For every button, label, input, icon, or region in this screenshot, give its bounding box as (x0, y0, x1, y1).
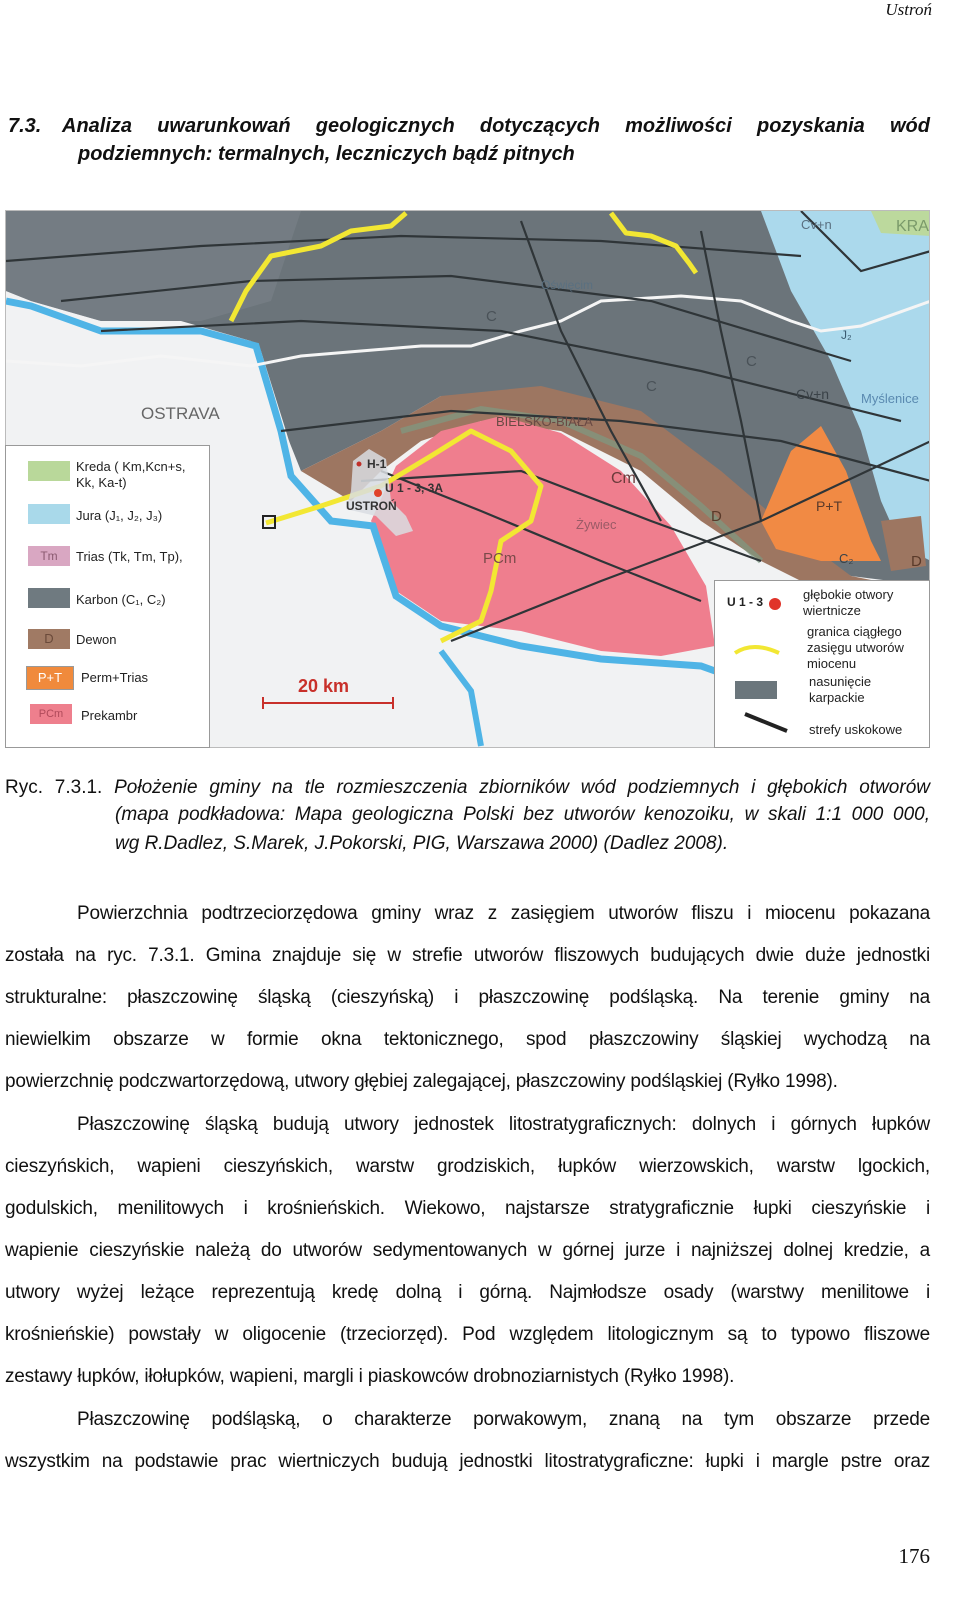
kreda-swatch (28, 461, 70, 481)
label-h1: H-1 (367, 457, 387, 471)
prekambr-swatch: PCm (30, 704, 72, 724)
label-cvn: Cv+n (801, 217, 832, 232)
well-marker-icon (769, 598, 781, 610)
legend-dewon: Dewon (76, 632, 117, 647)
legend-karbon: Karbon (C₁, C₂) (76, 592, 166, 607)
perm-trias-swatch: P+T (26, 666, 74, 690)
legend-prekambr: Prekambr (81, 708, 138, 723)
legend-trias: Trias (Tk, Tm, Tp), (76, 549, 183, 564)
miocene-line-icon (733, 639, 783, 659)
legend-left (5, 445, 210, 748)
jura-swatch (28, 504, 70, 524)
legend-miocene: granica ciągłego zasięgu utworów miocenu (807, 624, 904, 671)
legend-jura: Jura (J₁, J₂, J₃) (76, 508, 163, 523)
legend-thrust: nasunięcie karpackie (809, 674, 872, 705)
section-title-line1: Analiza uwarunkowań geologicznych dotyczących możliwości pozyskania wód (62, 115, 930, 137)
body-line: niewielkim obszarze w formie okna tektonicznego, spod płaszczowiny śląskiej wychodzą na (5, 1029, 930, 1050)
label-d: D (911, 553, 922, 570)
legend-faults: strefy uskokowe (809, 722, 903, 737)
label-cm: Cm (611, 470, 636, 487)
running-header: Ustroń (885, 0, 932, 19)
label-c: C (646, 378, 657, 395)
figure-caption-line2: (mapa podkładowa: Mapa geologiczna Polski bez utworów kenozoiku, w skali 1:1 000 000, (115, 804, 930, 825)
figure-caption-line1: Ryc. 7.3.1. Położenie gminy na tle rozmieszczenia zbiorników wód podziemnych i głębokich otworów (5, 777, 930, 798)
label-c: C (746, 353, 757, 370)
body-line: zestawy łupków, iłołupków, wapieni, margli i piaskowców drobnoziarnistych (Ryłko 1998). (5, 1366, 735, 1387)
body-line: krośnieńskie) powstały w oligocenie (trzeciorzęd). Pod względem litologicznym są to typowo fliszowe (5, 1324, 930, 1345)
label-bielsko: BIELSKO-BIAŁA (496, 414, 593, 429)
body-line: Powierzchnia podtrzeciorzędowa gminy wraz z zasięgiem utworów fliszu i miocenu pokazana (77, 903, 930, 924)
label-kra: KRA (896, 218, 929, 235)
dewon-swatch: D (28, 629, 70, 649)
body-line: wapienie cieszyńskie należą do utworów sedymentowanych w górnej jurze i najniższej dolnej kredzie, a (5, 1240, 930, 1261)
fault-line-icon (743, 711, 793, 735)
section-number: 7.3. (8, 115, 42, 137)
label-ostrava: OSTRAVA (141, 404, 220, 423)
body-line: Płaszczowinę podśląską, o charakterze porwakowym, znaną na tym obszarze przede (77, 1409, 930, 1430)
thrust-swatch (735, 681, 777, 699)
label-u13: U 1 - 3, 3A (385, 481, 444, 495)
page-number: 176 (898, 1544, 930, 1568)
label-j2: J₂ (841, 328, 852, 342)
legend-well-code: U 1 - 3 (727, 595, 764, 609)
body-line: wszystkim na podstawie prac wiertniczych budują jednostki litostratygraficzne: łupki i margle pstre oraz (5, 1451, 930, 1472)
label-myslenice: Myślenice (861, 391, 919, 406)
body-line: została na ryc. 7.3.1. Gmina znajduje się w strefie utworów fliszowych budujących dwie duże jednostki (5, 945, 930, 966)
body-line: cieszyńskich, wapieni cieszyńskich, warstw grodziskich, łupków wierzowskich, warstw lgockich, (5, 1156, 930, 1177)
label-zywiec: Żywiec (576, 517, 617, 532)
body-line: godulskich, menilitowych i krośnieńskich. Wiekowo, najstarsze stratygraficznie łupki cieszyńskie i (5, 1198, 930, 1219)
body-line: Płaszczowinę śląską budują utwory jednostek litostratygraficznych: dolnych i górnych łupków (77, 1114, 930, 1135)
body-line: powierzchnię podczwartorzędową, utwory głębiej zalegającej, płaszczowiny podśląskiej (Ryłko 1998). (5, 1071, 838, 1092)
label-cvn: Cv+n (796, 386, 830, 402)
karbon-swatch (28, 588, 70, 608)
label-pt: P+T (816, 498, 843, 514)
figure-caption-line3: wg R.Dadlez, S.Marek, J.Pokorski, PIG, Warszawa 2000) (Dadlez 2008). (115, 833, 729, 854)
label-d: D (711, 508, 722, 525)
trias-swatch: Tm (28, 546, 70, 566)
label-c2: C₂ (839, 551, 854, 566)
body-line: strukturalne: płaszczowinę śląską (cieszyńską) i płaszczowinę podśląską. Na terenie gminy na (5, 987, 930, 1008)
body-line: utwory wyżej leżące reprezentują kredę dolną i górną. Najmłodsze osady (warstwy menilitowe i (5, 1282, 930, 1303)
label-oswiecim: Oświęcim (541, 278, 594, 292)
legend-perm-trias: Perm+Trias (81, 670, 149, 685)
legend-right (714, 580, 930, 748)
legend-wells: głębokie otwory wiertnicze (803, 587, 894, 618)
label-scale: 20 km (298, 676, 350, 696)
label-c: C (486, 308, 497, 325)
label-pcm: PCm (483, 550, 517, 567)
label-ustron: USTROŃ (346, 499, 397, 513)
legend-kreda: Kreda ( Km,Kcn+s, Kk, Ka-t) (76, 459, 186, 490)
section-title-line2: podziemnych: termalnych, leczniczych bądź pitnych (78, 143, 575, 165)
